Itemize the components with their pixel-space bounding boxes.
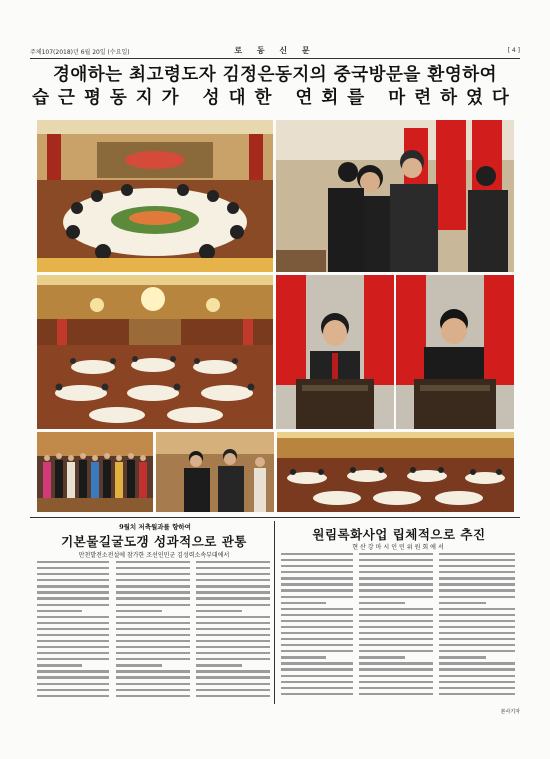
text-line bbox=[439, 662, 515, 664]
text-line bbox=[439, 577, 515, 579]
text-line bbox=[359, 565, 433, 567]
photo-leaders-toast bbox=[276, 120, 514, 272]
left-article-title: 기본물길굴도갱 성과적으로 관통 bbox=[61, 534, 247, 549]
text-line bbox=[196, 634, 270, 636]
text-line bbox=[439, 681, 515, 683]
text-line bbox=[37, 591, 109, 593]
text-line bbox=[196, 597, 270, 599]
text-line bbox=[116, 579, 190, 581]
text-line bbox=[281, 650, 353, 652]
text-line bbox=[439, 565, 515, 567]
text-line bbox=[116, 622, 190, 624]
text-line bbox=[439, 650, 515, 652]
footer-credit: 본사기자 bbox=[500, 709, 520, 715]
text-line bbox=[196, 610, 242, 612]
left-article-kicker: 9월치 저축월과를 향하여 bbox=[119, 523, 191, 531]
text-line bbox=[37, 670, 109, 672]
text-line bbox=[359, 620, 433, 622]
main-headline bbox=[30, 64, 520, 116]
text-line bbox=[37, 664, 82, 666]
photo-speech-xi-jinping bbox=[276, 275, 394, 429]
text-line bbox=[281, 589, 353, 591]
photo-banquet-audience bbox=[277, 432, 514, 512]
photo-performers-group bbox=[37, 432, 153, 512]
text-line bbox=[196, 561, 270, 563]
text-line bbox=[196, 628, 270, 630]
text-line bbox=[116, 604, 190, 606]
text-line bbox=[359, 675, 433, 677]
text-line bbox=[116, 695, 190, 697]
text-line bbox=[439, 559, 515, 561]
left-article-subtitle: 만천발전소전설에 참가한 조선인민군 김성력소속부대에서 bbox=[78, 552, 230, 559]
text-line bbox=[37, 695, 109, 697]
text-line bbox=[37, 616, 109, 618]
left-article-body-col-3 bbox=[196, 561, 270, 703]
text-line bbox=[359, 632, 433, 634]
text-line bbox=[37, 683, 109, 685]
text-line bbox=[359, 638, 433, 640]
text-line bbox=[116, 646, 190, 648]
text-line bbox=[439, 620, 515, 622]
text-line bbox=[439, 675, 515, 677]
text-line bbox=[439, 644, 515, 646]
text-line bbox=[116, 567, 190, 569]
text-line bbox=[359, 608, 433, 610]
text-line bbox=[196, 683, 270, 685]
text-line bbox=[37, 597, 109, 599]
text-line bbox=[439, 638, 515, 640]
text-line bbox=[37, 646, 109, 648]
text-line bbox=[281, 632, 353, 634]
text-line bbox=[281, 644, 353, 646]
text-line bbox=[359, 614, 433, 616]
text-line bbox=[359, 602, 405, 604]
text-line bbox=[196, 622, 270, 624]
photo-speech-kim-jong-un bbox=[396, 275, 514, 429]
text-line bbox=[281, 620, 353, 622]
text-line bbox=[116, 664, 162, 666]
column-divider bbox=[274, 521, 275, 704]
text-line bbox=[116, 658, 190, 660]
photo-banquet-hall-wide bbox=[37, 275, 273, 429]
text-line bbox=[196, 652, 270, 654]
text-line bbox=[196, 640, 270, 642]
text-line bbox=[37, 628, 109, 630]
text-line bbox=[37, 622, 109, 624]
text-line bbox=[281, 687, 353, 689]
text-line bbox=[281, 656, 326, 658]
text-line bbox=[439, 608, 515, 610]
text-line bbox=[439, 583, 515, 585]
text-line bbox=[439, 553, 515, 555]
text-line bbox=[439, 614, 515, 616]
text-line bbox=[439, 632, 515, 634]
text-line bbox=[37, 652, 109, 654]
text-line bbox=[116, 628, 190, 630]
text-line bbox=[281, 559, 353, 561]
photo-leaders-handshake bbox=[156, 432, 274, 512]
text-line bbox=[359, 553, 433, 555]
text-line bbox=[359, 571, 433, 573]
text-line bbox=[281, 553, 353, 555]
text-line bbox=[116, 652, 190, 654]
text-line bbox=[439, 602, 486, 604]
text-line bbox=[281, 571, 353, 573]
text-line bbox=[359, 596, 433, 598]
text-line bbox=[37, 634, 109, 636]
text-line bbox=[116, 610, 162, 612]
text-line bbox=[359, 644, 433, 646]
text-line bbox=[196, 585, 270, 587]
text-line bbox=[196, 676, 270, 678]
text-line bbox=[281, 583, 353, 585]
text-line bbox=[359, 681, 433, 683]
text-line bbox=[116, 640, 190, 642]
text-line bbox=[359, 687, 433, 689]
text-line bbox=[359, 656, 405, 658]
text-line bbox=[116, 676, 190, 678]
text-line bbox=[116, 689, 190, 691]
text-line bbox=[281, 638, 353, 640]
text-line bbox=[37, 640, 109, 642]
right-article-body-col-3 bbox=[439, 553, 515, 703]
text-line bbox=[439, 596, 515, 598]
text-line bbox=[281, 577, 353, 579]
text-line bbox=[196, 689, 270, 691]
text-line bbox=[196, 658, 270, 660]
text-line bbox=[196, 591, 270, 593]
text-line bbox=[439, 656, 486, 658]
photo-banquet-hall-round-table bbox=[37, 120, 273, 272]
text-line bbox=[281, 693, 353, 695]
right-article-body-col-1 bbox=[281, 553, 353, 703]
text-line bbox=[359, 662, 433, 664]
section-divider bbox=[30, 517, 520, 518]
text-line bbox=[281, 596, 353, 598]
text-line bbox=[37, 573, 109, 575]
text-line bbox=[116, 597, 190, 599]
masthead bbox=[30, 44, 520, 59]
text-line bbox=[196, 604, 270, 606]
text-line bbox=[359, 650, 433, 652]
text-line bbox=[359, 559, 433, 561]
text-line bbox=[116, 591, 190, 593]
text-line bbox=[281, 626, 353, 628]
headline-line-1: 경애하는 최고령도자 김정은동지의 중국방문을 환영하여 bbox=[52, 65, 498, 85]
text-line bbox=[37, 561, 109, 563]
text-line bbox=[196, 646, 270, 648]
text-line bbox=[196, 567, 270, 569]
text-line bbox=[359, 577, 433, 579]
text-line bbox=[281, 608, 353, 610]
left-article-body-col-1 bbox=[37, 561, 109, 703]
text-line bbox=[116, 683, 190, 685]
text-line bbox=[37, 610, 82, 612]
text-line bbox=[439, 687, 515, 689]
issue-date: 주체107(2018)년 6월 20일 (수요일) bbox=[30, 49, 130, 56]
text-line bbox=[37, 585, 109, 587]
text-line bbox=[439, 693, 515, 695]
text-line bbox=[116, 670, 190, 672]
left-article-body-col-2 bbox=[116, 561, 190, 703]
text-line bbox=[116, 561, 190, 563]
text-line bbox=[37, 689, 109, 691]
text-line bbox=[281, 675, 353, 677]
text-line bbox=[359, 626, 433, 628]
text-line bbox=[281, 602, 326, 604]
text-line bbox=[196, 664, 242, 666]
newspaper-name: 로 동 신 문 bbox=[234, 46, 316, 55]
text-line bbox=[281, 668, 353, 670]
text-line bbox=[37, 579, 109, 581]
headline-line-2: 습근평동지가 성대한 연회를 마련하였다 bbox=[32, 88, 518, 108]
text-line bbox=[439, 589, 515, 591]
text-line bbox=[196, 579, 270, 581]
text-line bbox=[116, 585, 190, 587]
text-line bbox=[196, 670, 270, 672]
text-line bbox=[196, 573, 270, 575]
text-line bbox=[281, 681, 353, 683]
text-line bbox=[196, 616, 270, 618]
text-line bbox=[116, 573, 190, 575]
text-line bbox=[281, 662, 353, 664]
right-article-body-col-2 bbox=[359, 553, 433, 703]
text-line bbox=[359, 583, 433, 585]
text-line bbox=[37, 658, 109, 660]
text-line bbox=[196, 695, 270, 697]
text-line bbox=[439, 571, 515, 573]
right-article-title: 원림록화사업 립체적으로 추진 bbox=[312, 527, 486, 542]
text-line bbox=[359, 589, 433, 591]
text-line bbox=[359, 668, 433, 670]
text-line bbox=[281, 614, 353, 616]
text-line bbox=[116, 616, 190, 618]
text-line bbox=[37, 676, 109, 678]
right-article-subtitle: 현산강마시인민위원회에서 bbox=[352, 544, 446, 551]
text-line bbox=[37, 567, 109, 569]
text-line bbox=[116, 634, 190, 636]
text-line bbox=[439, 626, 515, 628]
text-line bbox=[439, 668, 515, 670]
text-line bbox=[359, 693, 433, 695]
page-number: [ 4 ] bbox=[507, 47, 520, 54]
text-line bbox=[281, 565, 353, 567]
text-line bbox=[37, 604, 109, 606]
